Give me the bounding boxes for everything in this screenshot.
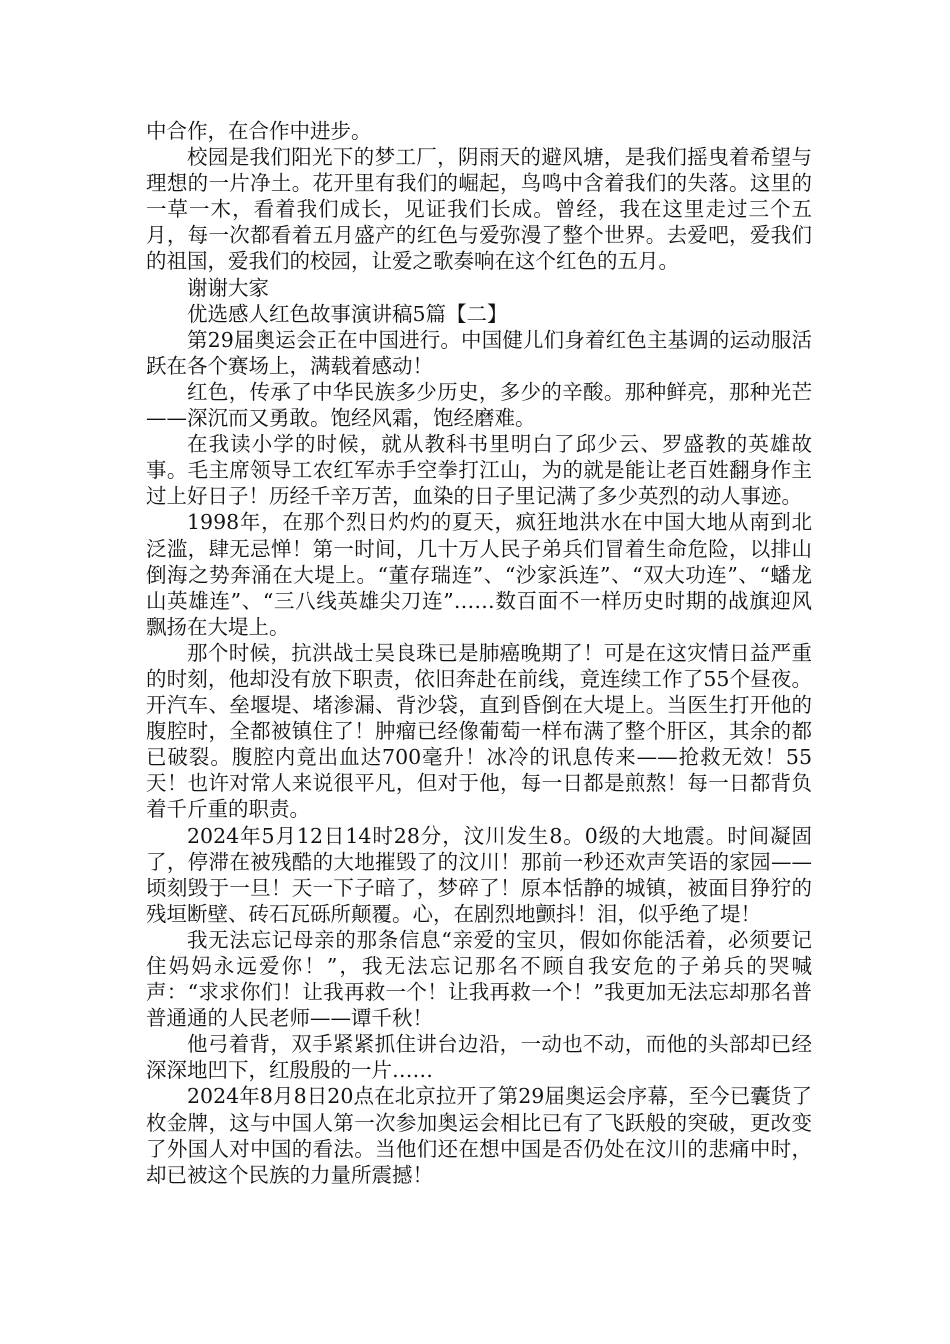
paragraph: 2024年8月8日20点在北京拉开了第29届奥运会序幕，至今已囊货了枚金牌，这与中国人第一次参加奥运会相比已有了飞跃般的突破，更改变了外国人对中国的看法。当他们还在想中国是否仍处在汶川的悲痛中时，却已被这个民族的力量所震撼！ xyxy=(146,1084,812,1187)
paragraph: 在我读小学的时候，就从教科书里明白了邱少云、罗盛教的英雄故事。毛主席领导工农红军赤手空拳打江山，为的就是能让老百姓翻身作主过上好日子！历经千辛万苦，血染的日子里记满了多少英烈的动人事迹。 xyxy=(146,432,812,509)
closing-line: 谢谢大家 xyxy=(187,275,269,300)
paragraph: 我无法忘记母亲的那条信息“亲爱的宝贝，假如你能活着，必须要记住妈妈永远爱你！”，我无法忘记那名不顾自我安危的子弟兵的哭喊声：“求求你们！让我再救一个！让我再救一个！”我更加无法忘却那名普普通通的人民老师——谭千秋！ xyxy=(146,927,812,1031)
section-heading: 优选感人红色故事演讲稿5篇【二】 xyxy=(187,301,508,326)
paragraph: 2024年5月12日14时28分，汶川发生8。0级的大地震。时间凝固了，停滞在被残酷的大地摧毁了的汶川！那前一秒还欢声笑语的家园——顷刻毁于一旦！天一下子暗了，梦碎了！原本恬静的城镇，被面目狰狞的残垣断壁、砖石瓦砾所颠覆。心，在剧烈地颤抖！泪，似乎绝了堤！ xyxy=(146,823,812,926)
paragraph: 中合作，在合作中进步。 xyxy=(146,119,372,143)
document-body xyxy=(146,118,812,1188)
paragraph: 1998年，在那个烈日灼灼的夏天，疯狂地洪水在中国大地从南到北泛滥，肆无忌惮！第一时间，几十万人民子弟兵们冒着生命危险，以排山倒海之势奔涌在大堤上。“董存瑞连”、“沙家浜连”、“双大功连”、“蟠龙山英雄连”、“三八线英雄尖刀连”……数百面不一样历史时期的战旗迎风飘扬在大堤上。 xyxy=(146,510,812,639)
paragraph: 那个时候，抗洪战士吴良珠已是肺癌晚期了！可是在这灾情日益严重的时刻，他却没有放下职责，依旧奔赴在前线，竟连续工作了55个昼夜。开汽车、垒堰堤、堵渗漏、背沙袋，直到昏倒在大堤上。当医生打开他的腹腔时，全都被镇住了！肿瘤已经像葡萄一样布满了整个肝区，其余的都已破裂。腹腔内竟出血达700毫升！冰冷的讯息传来——抢救无效！55天！也许对常人来说很平凡，但对于他，每一日都是煎熬！每一日都背负着千斤重的职责。 xyxy=(146,640,812,822)
paragraph: 红色，传承了中华民族多少历史，多少的辛酸。那种鲜亮，那种光芒——深沉而又勇敢。饱经风霜，饱经磨难。 xyxy=(146,379,812,431)
paragraph: 他弓着背，双手紧紧抓住讲台边沿，一动也不动，而他的头部却已经深深地凹下，红殷殷的一片…… xyxy=(146,1032,812,1083)
paragraph: 校园是我们阳光下的梦工厂，阴雨天的避风塘，是我们摇曳着希望与理想的一片净土。花开里有我们的崛起，鸟鸣中含着我们的失落。这里的一草一木，看着我们成长，见证我们长成。曾经，我在这里走过三个五月，每一次都看着五月盛产的红色与爱弥漫了整个世界。去爱吧，爱我们的祖国，爱我们的校园，让爱之歌奏响在这个红色的五月。 xyxy=(146,145,812,274)
paragraph: 第29届奥运会正在中国进行。中国健儿们身着红色主基调的运动服活跃在各个赛场上，满载着感动！ xyxy=(146,327,812,378)
